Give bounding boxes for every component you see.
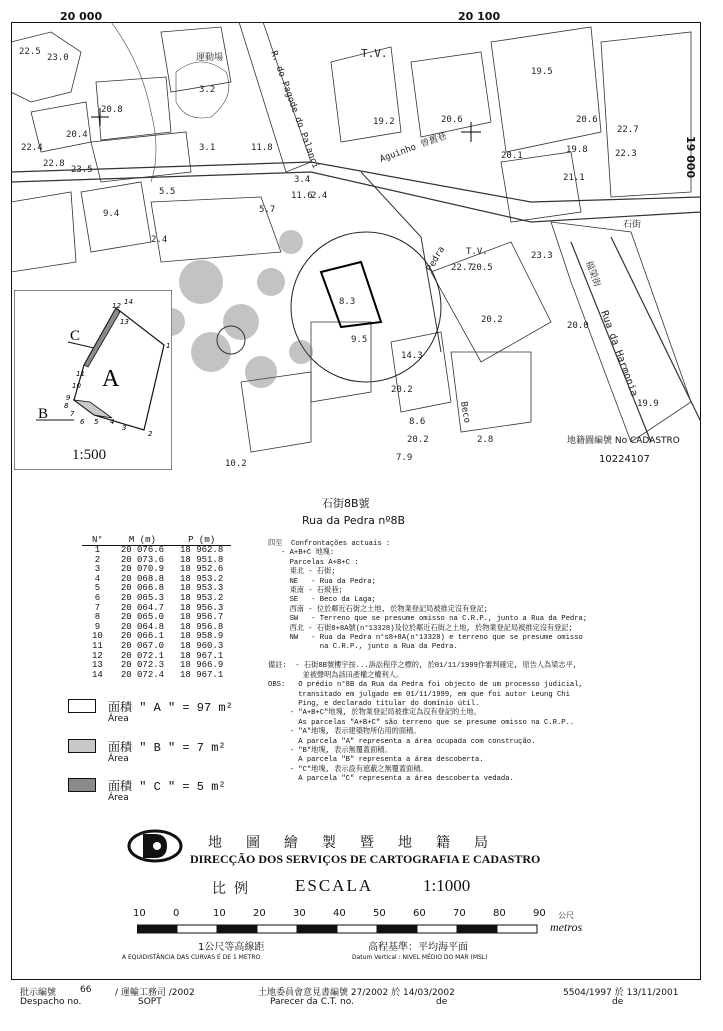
spot-height: 5.5 bbox=[159, 187, 176, 197]
scale-tick-label: 10 bbox=[213, 908, 226, 919]
footer-despacho-no: 66 bbox=[80, 985, 92, 995]
footer-despacho-pt: Despacho no. bbox=[20, 997, 82, 1007]
agency-name-pt: DIRECÇÃO DOS SERVIÇOS DE CARTOGRAFIA E CADASTRO bbox=[190, 852, 541, 866]
map-label-tv: T.V. bbox=[361, 47, 388, 60]
table-cell: 20 072.4 bbox=[120, 669, 165, 680]
footer-de-2: de bbox=[612, 997, 624, 1007]
spot-height: 3.2 bbox=[199, 85, 216, 95]
cadastro-label: 地籍圖編號 No CADASTRO bbox=[567, 436, 680, 446]
contour-interval-pt: A EQUIDISTÂNCIA DAS CURVAS É DE 1 METRO bbox=[122, 954, 261, 961]
spot-height: 20.2 bbox=[481, 315, 503, 325]
footer-despacho-org: / 運輸工務司 /2002 bbox=[115, 988, 195, 998]
confrontations-notes: 四至 Confrontações actuais : - A+B+C 地塊: Parcelas A+B+C : 東北 - 石街; NE - Rua da Pedra; 東南 - 石級巷; SE - Beco da Laga; 西南 - 位於鄰近石街之土地, 於物業登記局被推定沒有登記; SW - Terreno que se presume omisso na C.R.P., junto a Rua da Pedra; 西北 - 石街8+8A號(n°13328)及位於鄰近石街之土地, 於物業登記局被推定沒有登記; NW - Rua da Pedra n°s8+8A(n°13328) e terreno que se presume omisso na C.R.P., junto a Rua da Pedra. 備註: - 石街8B號樓宇按...訴訟程序之標的, 於01/11/1999作審判確定, 原告人為梁志平, 並被聲明為該田產權之權利人。 OBS: O prédio n°8B da Rua da Pedra foi objecto de um processo judicial, transitado em julgado em 01/11/1999, em que foi autor Leung Chi Ping, e declarado titular do domínio útil. - "A+B+C"地塊, 於物業登記局被推定為沒有登記的土地。 As parcelas "A+B+C" são terreno que se presume omisso na C.R.P.. - "A"地塊, 表示建築物所佔用的面積。 A parcela "A" representa a área ocupada com construção. - "B"地塊, 表示無覆蓋面積。 A parcela "B" representa a área descoberta. - "C"地塊, 表示設有遮蔽之無覆蓋面積。 A parcela "C" representa a área descoberta vedada. bbox=[268, 540, 588, 784]
scale-bar-segment bbox=[257, 925, 297, 933]
inset-point-number: 6 bbox=[80, 418, 85, 426]
dscc-logo-icon bbox=[125, 826, 185, 866]
table-cell: 20 065.3 bbox=[120, 592, 165, 603]
inset-point-number: 5 bbox=[94, 418, 99, 426]
spot-height: 11.8 bbox=[251, 143, 273, 153]
scale-tick-label: 70 bbox=[453, 908, 466, 919]
inset-point-number: 2 bbox=[148, 430, 153, 438]
legend-text-b: 面積 " B " = 7 m² bbox=[108, 741, 226, 755]
inset-scale: 1:500 bbox=[72, 447, 107, 463]
legend-sub-a: Área bbox=[108, 714, 129, 724]
table-cell: 20 065.0 bbox=[120, 612, 165, 623]
spot-height: 8.3 bbox=[339, 297, 356, 307]
inset-point-number: 3 bbox=[122, 424, 127, 432]
table-cell: 3 bbox=[94, 564, 101, 575]
scale-tick-label: 20 bbox=[253, 908, 266, 919]
inset-point-number: 11 bbox=[76, 370, 85, 378]
table-cell: 18 967.1 bbox=[180, 650, 224, 661]
table-cell: 13 bbox=[92, 660, 103, 671]
table-cell: 20 064.8 bbox=[120, 621, 165, 632]
table-cell: 14 bbox=[92, 669, 103, 680]
spot-height: 9.5 bbox=[351, 335, 368, 345]
scale-bar-segment bbox=[177, 925, 217, 933]
contour-interval-cn: 1公尺等高線距 bbox=[198, 942, 265, 953]
scale-bar bbox=[137, 921, 597, 939]
footer-parecer-cn: 土地委員會意見書編號 27/2002 於 14/03/2002 bbox=[258, 988, 455, 998]
inset-point-number: 4 bbox=[110, 418, 115, 426]
legend-sub-c: Área bbox=[108, 793, 129, 803]
spot-height: 14.3 bbox=[401, 351, 423, 361]
spot-height: 21.1 bbox=[563, 173, 585, 183]
spot-height: 2.8 bbox=[477, 435, 494, 445]
parcel-c-label: C bbox=[70, 328, 81, 344]
parcel-a-label: A bbox=[102, 366, 120, 392]
table-cell: 18 960.3 bbox=[180, 640, 224, 651]
inset-point-number: 1 bbox=[166, 342, 171, 350]
inset-point-number: 10 bbox=[72, 382, 81, 390]
legend-swatch-a bbox=[68, 699, 96, 713]
table-cell: 20 072.3 bbox=[120, 660, 165, 671]
spot-height: 23.3 bbox=[531, 251, 553, 261]
table-cell: 18 953.2 bbox=[180, 573, 224, 584]
datum-cn: 高程基準：平均海平面 bbox=[368, 942, 468, 953]
scale-unit-cn: 公尺 bbox=[558, 911, 574, 920]
scale-label-cn: 比例 bbox=[212, 881, 256, 897]
cadastro-number: 10224107 bbox=[599, 454, 650, 465]
spot-height: 9.4 bbox=[103, 209, 120, 219]
spot-height: 20.4 bbox=[66, 130, 88, 140]
cadastro-box bbox=[559, 430, 689, 472]
spot-height: 5.7 bbox=[259, 205, 276, 215]
spot-height: 23.5 bbox=[71, 165, 93, 175]
spot-height: 22.4 bbox=[21, 143, 43, 153]
table-cell: 20 066.1 bbox=[120, 631, 165, 642]
scale-tick-label: 30 bbox=[293, 908, 306, 919]
scale-tick-label: 0 bbox=[173, 908, 180, 919]
inset-point-number: 13 bbox=[120, 318, 129, 326]
scale-bar-segment bbox=[377, 925, 417, 933]
spot-height: 22.5 bbox=[19, 47, 41, 57]
grid-label-x-left: 20 000 bbox=[60, 10, 103, 23]
table-row bbox=[82, 671, 231, 681]
map-label-harmonia-cn: 福榮街 bbox=[583, 259, 602, 289]
legend-text-c: 面積 " C " = 5 m² bbox=[108, 780, 226, 794]
table-cell: 1 bbox=[94, 545, 101, 555]
parcel-b-label: B bbox=[38, 406, 49, 422]
map-label-tv2: T.V. bbox=[466, 247, 488, 257]
spot-height: 2.4 bbox=[151, 235, 168, 245]
grid-label-x-right: 20 100 bbox=[458, 10, 501, 23]
spot-height: 20.2 bbox=[391, 385, 413, 395]
spot-height: 20.2 bbox=[407, 435, 429, 445]
grid-label-y-right: 19 000 bbox=[684, 136, 697, 179]
spot-height: 22.7 bbox=[451, 263, 473, 273]
scale-tick-label: 80 bbox=[493, 908, 506, 919]
map-label-pedra: Pedra bbox=[424, 245, 448, 274]
spot-height: 23.0 bbox=[47, 53, 69, 63]
scale-bar-segment bbox=[137, 925, 177, 933]
spot-height: 19.8 bbox=[566, 145, 588, 155]
table-cell: 20 072.1 bbox=[120, 650, 165, 661]
footer-parecer-pt: Parecer da C.T. no. bbox=[270, 997, 354, 1007]
scale-bar-segment bbox=[417, 925, 457, 933]
legend-swatch-c bbox=[68, 778, 96, 792]
table-cell: 20 064.7 bbox=[120, 602, 165, 613]
spot-height: 20.6 bbox=[576, 115, 598, 125]
spot-height: 10.2 bbox=[225, 459, 247, 469]
table-cell: 10 bbox=[92, 631, 103, 642]
scale-bar-segment bbox=[337, 925, 377, 933]
legend-sub-b: Área bbox=[108, 754, 129, 764]
map-label-shijie: 石街 bbox=[623, 220, 642, 230]
datum-pt: Datum Vertical : NIVEL MÉDIO DO MAR (MSL) bbox=[352, 954, 488, 961]
spot-height: 19.9 bbox=[637, 399, 659, 409]
table-cell: 20 067.0 bbox=[120, 640, 165, 651]
spot-height: 7.9 bbox=[396, 453, 413, 463]
map-label-rua-pagode: R. do Pagode do Palanci bbox=[268, 49, 321, 171]
footer-despacho-cn: 批示編號 bbox=[20, 988, 57, 998]
table-cell: 4 bbox=[94, 573, 101, 584]
table-cell: 20 068.8 bbox=[120, 573, 165, 584]
table-cell: 18 956.3 bbox=[180, 602, 224, 613]
table-cell: 20 076.6 bbox=[120, 545, 165, 555]
table-cell: 18 956.7 bbox=[180, 612, 224, 623]
scale-ratio: 1:1000 bbox=[423, 876, 471, 895]
table-cell: 5 bbox=[94, 583, 101, 594]
table-cell: 18 952.6 bbox=[180, 564, 224, 575]
parcel-inset bbox=[14, 290, 172, 470]
scale-unit-pt: metros bbox=[550, 920, 583, 934]
scale-tick-label: 40 bbox=[333, 908, 346, 919]
scale-bar-segment bbox=[497, 925, 537, 933]
scale-tick-label: 90 bbox=[533, 908, 546, 919]
inset-point-number: 9 bbox=[66, 394, 71, 402]
spot-height: 3.1 bbox=[199, 143, 216, 153]
spot-height: 22.8 bbox=[43, 159, 65, 169]
legend-swatch-b bbox=[68, 739, 96, 753]
table-cell: 20 066.8 bbox=[120, 583, 165, 594]
spot-height: 19.5 bbox=[531, 67, 553, 77]
inset-point-number: 14 bbox=[124, 298, 133, 306]
spot-height: 2.4 bbox=[311, 191, 328, 201]
spot-height: 3.4 bbox=[294, 175, 311, 185]
table-cell: 18 953.2 bbox=[180, 592, 224, 603]
spot-height: 20.6 bbox=[441, 115, 463, 125]
table-cell: 18 962.8 bbox=[180, 545, 224, 555]
inset-point-number: 8 bbox=[64, 402, 69, 410]
map-label-beco: Beco bbox=[458, 400, 472, 424]
table-cell: 18 967.1 bbox=[180, 669, 224, 680]
table-header: N° bbox=[82, 535, 113, 546]
table-cell: 6 bbox=[94, 592, 101, 603]
table-header: P (m) bbox=[172, 535, 231, 546]
scale-bar-segment bbox=[297, 925, 337, 933]
scale-tick-label: 60 bbox=[413, 908, 426, 919]
table-cell: 8 bbox=[94, 612, 101, 623]
map-label-aguinho: Aguinho 曾舊巷 bbox=[378, 131, 449, 165]
map-label-stadium: 運動場 bbox=[196, 53, 224, 63]
scale-bar-segment bbox=[217, 925, 257, 933]
footer-sopt: SOPT bbox=[138, 997, 162, 1007]
spot-height: 19.2 bbox=[373, 117, 395, 127]
table-cell: 7 bbox=[94, 602, 101, 613]
scale-tick-label: 10 bbox=[133, 908, 146, 919]
table-cell: 12 bbox=[92, 650, 103, 661]
coordinates-table bbox=[82, 535, 231, 680]
footer-proc: 5504/1997 於 13/11/2001 bbox=[563, 988, 679, 998]
spot-height: 11.6 bbox=[291, 191, 313, 201]
table-cell: 18 953.3 bbox=[180, 583, 224, 594]
spot-height: 22.7 bbox=[617, 125, 639, 135]
agency-name-cn: 地圖繪製暨地籍局 bbox=[208, 835, 512, 851]
scale-label-pt: ESCALA bbox=[295, 876, 374, 895]
spot-height: 20.8 bbox=[101, 105, 123, 115]
table-cell: 18 966.9 bbox=[180, 660, 224, 671]
spot-height: 20.5 bbox=[471, 263, 493, 273]
spot-height: 8.6 bbox=[409, 417, 426, 427]
table-header: M (m) bbox=[113, 535, 172, 546]
inset-point-number: 7 bbox=[70, 410, 75, 418]
title-cn: 石街8B號 bbox=[322, 497, 370, 510]
footer-de-1: de bbox=[436, 997, 448, 1007]
table-cell: 18 958.9 bbox=[180, 631, 224, 642]
table-cell: 9 bbox=[94, 621, 101, 632]
table-cell: 18 956.8 bbox=[180, 621, 224, 632]
table-cell: 2 bbox=[94, 554, 101, 565]
table-cell: 20 070.9 bbox=[120, 564, 165, 575]
spot-height: 20.0 bbox=[567, 321, 589, 331]
scale-tick-label: 50 bbox=[373, 908, 386, 919]
title-pt: Rua da Pedra nº8B bbox=[302, 514, 406, 527]
spot-height: 20.1 bbox=[501, 151, 523, 161]
legend-text-a: 面積 " A " = 97 m² bbox=[108, 701, 233, 715]
map-label-harmonia: Rua da Harmonia bbox=[598, 309, 640, 398]
table-cell: 11 bbox=[92, 640, 103, 651]
scale-bar-segment bbox=[457, 925, 497, 933]
table-cell: 18 951.8 bbox=[180, 554, 224, 565]
table-cell: 20 073.6 bbox=[120, 554, 165, 565]
inset-point-number: 12 bbox=[112, 302, 121, 310]
spot-height: 22.3 bbox=[615, 149, 637, 159]
